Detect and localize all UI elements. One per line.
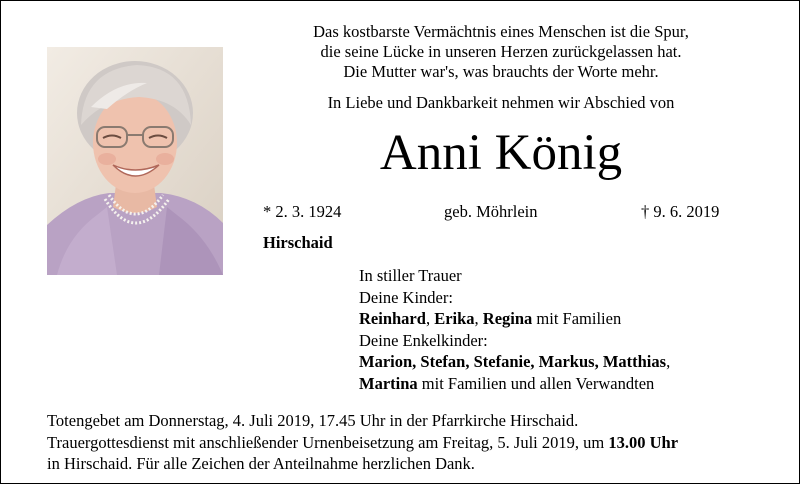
children-line — [359, 308, 670, 330]
service-time: 13.00 Uhr — [608, 432, 679, 452]
place-name: Hirschaid — [263, 233, 333, 252]
quote-line-3: Die Mutter war's, was brauchts der Worte mehr. — [343, 62, 659, 81]
notice-line-2 — [47, 432, 678, 454]
grandchildren-names: Marion, Stefan, Stefanie, Markus, Matthias — [359, 352, 667, 371]
portrait-image — [47, 47, 223, 275]
quote-line-2: die seine Lücke in unseren Herzen zurückgelassen hat. — [320, 42, 682, 61]
grandchild-name: Martina — [359, 373, 418, 393]
deceased-name: Anni König — [379, 125, 623, 181]
death-date: † 9. 6. 2019 — [641, 202, 720, 221]
child-name: Reinhard — [359, 309, 426, 328]
birth-date: * 2. 3. 1924 — [263, 202, 342, 221]
children-label: Deine Kinder: — [359, 287, 453, 307]
child-name: Erika — [434, 309, 475, 328]
notice-line-2-text: Trauergottesdienst mit anschließender Urnenbeisetzung am Freitag, 5. Juli 2019, um — [47, 432, 609, 452]
grandchildren-suffix: mit Familien und allen Verwandten — [417, 373, 655, 393]
notice-line-1: Totengebet am Donnerstag, 4. Juli 2019, 17.45 Uhr in der Pfarrkirche Hirschaid. — [47, 411, 579, 430]
separator: , — [666, 352, 671, 371]
intro-text: In Liebe und Dankbarkeit nehmen wir Abschied von — [327, 93, 675, 112]
mourners-intro: In stiller Trauer — [359, 266, 462, 285]
mourners-block — [359, 265, 670, 394]
separator: , — [474, 309, 483, 328]
children-suffix: mit Familien — [532, 309, 622, 328]
quote-line-1: Das kostbarste Vermächtnis eines Menschen ist die Spur, — [313, 22, 689, 41]
maiden-name: geb. Möhrlein — [444, 202, 538, 221]
portrait-photo — [47, 47, 223, 275]
child-name: Regina — [482, 309, 533, 328]
grandchildren-line-2 — [359, 373, 670, 395]
service-notice — [47, 410, 678, 475]
notice-line-3: in Hirschaid. Für alle Zeichen der Anteilnahme herzlichen Dank. — [47, 454, 475, 473]
grandchildren-label: Deine Enkelkinder: — [359, 330, 488, 350]
separator: , — [425, 309, 435, 328]
grandchildren-line-1 — [359, 351, 670, 373]
